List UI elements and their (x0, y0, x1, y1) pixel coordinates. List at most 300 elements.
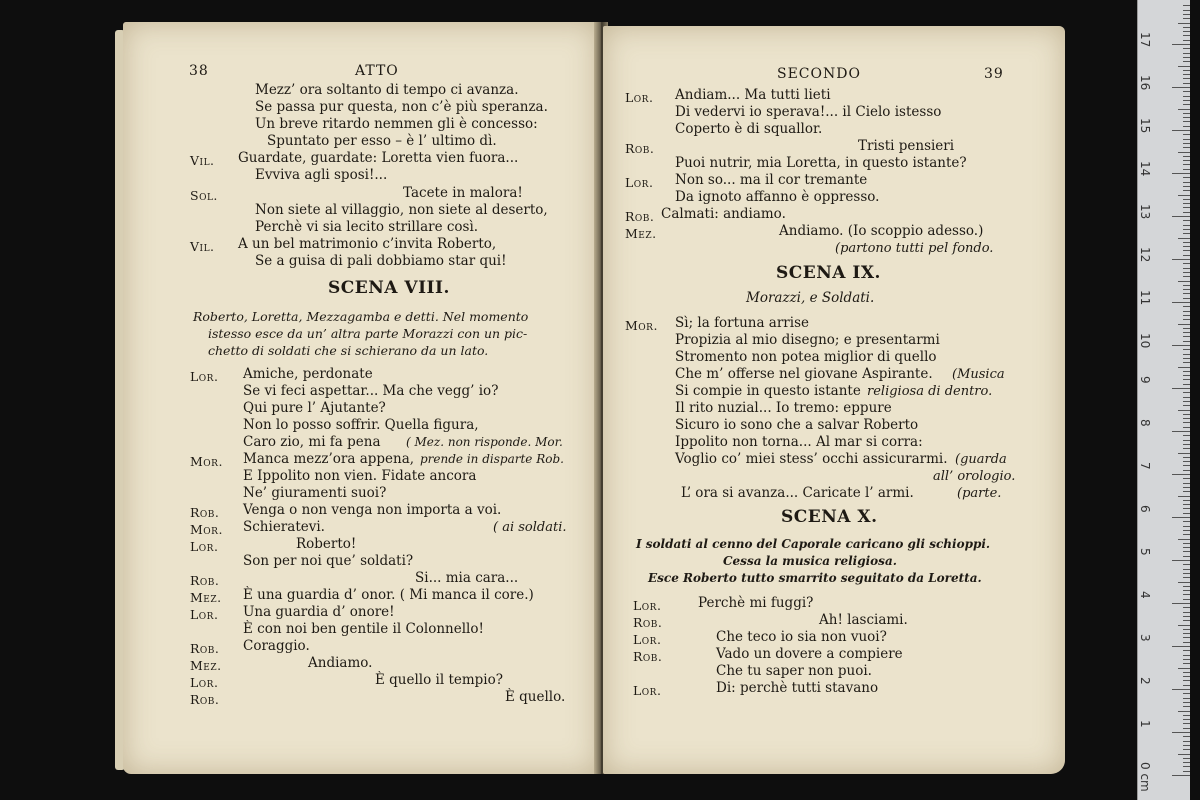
right-page (603, 26, 1065, 774)
ruler-tick (1183, 104, 1190, 105)
ruler-tick (1183, 766, 1190, 767)
ruler-tick (1183, 500, 1190, 501)
ruler-tick (1178, 453, 1190, 454)
ruler-tick (1183, 182, 1190, 183)
ruler-tick (1183, 440, 1190, 441)
scene-persons: Morazzi, e Soldati. (746, 290, 875, 306)
speaker: Rob. (190, 573, 220, 588)
ruler-tick (1183, 569, 1190, 570)
ruler-tick (1183, 164, 1190, 165)
ruler-tick (1178, 367, 1190, 368)
ruler-number: 15 (1138, 118, 1152, 134)
dialogue-line: Roberto! (296, 536, 357, 552)
running-head: ATTO (355, 63, 399, 79)
ruler-tick (1183, 319, 1190, 320)
ruler-tick (1183, 40, 1190, 41)
ruler-tick (1183, 487, 1190, 488)
stage-note: (Musica (952, 367, 1005, 382)
ruler-tick (1183, 229, 1190, 230)
ruler-tick (1172, 775, 1190, 776)
ruler-tick (1183, 263, 1190, 264)
dialogue-line: È con noi ben gentile il Colonnello! (243, 621, 484, 637)
ruler-tick (1172, 388, 1190, 389)
ruler-tick (1172, 646, 1190, 647)
verse-line: Un breve ritardo nemmen gli è concesso: (255, 116, 538, 132)
ruler-tick (1183, 203, 1190, 204)
speaker: Lor. (625, 90, 654, 105)
speaker: Mez. (190, 658, 222, 673)
ruler-tick (1178, 754, 1190, 755)
ruler-tick (1183, 250, 1190, 251)
speaker: Lor. (625, 175, 654, 190)
ruler-number: 16 (1138, 75, 1152, 91)
dialogue-line: Amiche, perdonate (243, 366, 373, 382)
ruler-tick (1183, 728, 1190, 729)
ruler-tick (1183, 607, 1190, 608)
dialogue-line: Coperto è di squallor. (675, 121, 823, 137)
ruler-number: 12 (1138, 247, 1152, 263)
ruler-tick (1183, 741, 1190, 742)
verse-line: Spuntato per esso – è l’ ultimo dì. (267, 133, 497, 149)
page-number: 38 (189, 63, 209, 79)
ruler-number: 10 (1138, 333, 1152, 349)
ruler-tick (1183, 590, 1190, 591)
ruler-tick (1183, 272, 1190, 273)
ruler-tick (1183, 564, 1190, 565)
dialogue-line: Manca mezz’ora appena, (243, 451, 415, 467)
ruler-tick (1172, 216, 1190, 217)
ruler-number: 14 (1138, 161, 1152, 177)
stage-note: ( ai soldati. (493, 520, 567, 535)
dialogue-line: Si... mia cara... (415, 570, 519, 586)
ruler-tick (1183, 371, 1190, 372)
dialogue-line: Calmati: andiamo. (661, 206, 786, 222)
speaker: Rob. (633, 649, 663, 664)
dialogue-line: Coraggio. (243, 638, 310, 654)
ruler-tick (1183, 298, 1190, 299)
speaker: Lor. (633, 598, 662, 613)
ruler-tick (1172, 603, 1190, 604)
ruler-tick (1183, 573, 1190, 574)
ruler-tick (1183, 612, 1190, 613)
ruler-number: 1 (1138, 720, 1152, 728)
ruler-tick (1183, 199, 1190, 200)
ruler-tick (1183, 685, 1190, 686)
ruler-tick (1183, 160, 1190, 161)
ruler-tick (1183, 268, 1190, 269)
verse-line: A un bel matrimonio c’invita Roberto, (238, 236, 497, 252)
speaker: Lor. (190, 369, 219, 384)
ruler-tick (1178, 238, 1190, 239)
dialogue-line: Puoi nutrir, mia Loretta, in questo istante? (675, 155, 967, 171)
dialogue-line: Ah! lasciami. (819, 612, 908, 628)
ruler-tick (1172, 345, 1190, 346)
ruler-tick (1183, 461, 1190, 462)
ruler-tick (1183, 306, 1190, 307)
ruler-tick (1183, 629, 1190, 630)
speaker: Rob. (625, 209, 655, 224)
scene-title: SCENA VIII. (328, 278, 450, 298)
ruler-tick (1183, 341, 1190, 342)
dialogue-line: Qui pure l’ Ajutante? (243, 400, 386, 416)
stage-direction: Esce Roberto tutto smarrito seguitato da Loretta. (648, 571, 982, 585)
dialogue-line: E Ippolito non vien. Fidate ancora (243, 468, 477, 484)
ruler-tick (1183, 457, 1190, 458)
ruler-tick (1183, 143, 1190, 144)
ruler-tick (1172, 560, 1190, 561)
speaker: Rob. (633, 615, 663, 630)
dialogue-line: Non lo posso soffrir. Quella figura, (243, 417, 479, 433)
speaker: Mor. (190, 522, 223, 537)
ruler-tick (1183, 57, 1190, 58)
ruler-tick (1183, 392, 1190, 393)
ruler-tick (1183, 117, 1190, 118)
stage-note: all’ orologio. (933, 469, 1016, 484)
dialogue-line: Stromento non potea miglior di quello (675, 349, 937, 365)
ruler-tick (1183, 242, 1190, 243)
dialogue-line: Vado un dovere a compiere (716, 646, 903, 662)
ruler-tick (1172, 431, 1190, 432)
ruler-tick (1183, 405, 1190, 406)
ruler-tick (1183, 74, 1190, 75)
ruler-tick (1183, 659, 1190, 660)
ruler-tick (1172, 517, 1190, 518)
speaker: Lor. (633, 683, 662, 698)
dialogue-line: Che tu saper non puoi. (716, 663, 872, 679)
ruler-tick (1183, 414, 1190, 415)
ruler-tick (1183, 736, 1190, 737)
ruler-tick (1183, 758, 1190, 759)
ruler-tick (1178, 66, 1190, 67)
ruler-tick (1183, 483, 1190, 484)
ruler-tick (1183, 5, 1190, 6)
speaker: Lor. (190, 675, 219, 690)
ruler-tick (1183, 18, 1190, 19)
ruler-tick (1183, 379, 1190, 380)
ruler-tick (1183, 169, 1190, 170)
verse-line: Guardate, guardate: Loretta vien fuora... (238, 150, 519, 166)
ruler-tick (1183, 285, 1190, 286)
ruler-tick (1183, 177, 1190, 178)
ruler-tick (1183, 715, 1190, 716)
ruler-tick (1183, 255, 1190, 256)
ruler-tick (1178, 582, 1190, 583)
ruler-tick (1183, 212, 1190, 213)
dialogue-line: Una guardia d’ onore! (243, 604, 395, 620)
verse-line: Perchè vi sia lecito strillare così. (255, 219, 479, 235)
ruler-tick (1183, 478, 1190, 479)
ruler-unit-label: 0 cm (1138, 762, 1152, 792)
ruler-tick (1178, 539, 1190, 540)
dialogue-line: Ippolito non torna... Al mar si corra: (675, 434, 923, 450)
stage-note: (partono tutti pel fondo. (835, 241, 994, 256)
ruler-tick (1183, 547, 1190, 548)
ruler-tick (1183, 577, 1190, 578)
dialogue-line: Schieratevi. (243, 519, 325, 535)
ruler-tick (1178, 109, 1190, 110)
ruler-tick (1183, 693, 1190, 694)
ruler-tick (1183, 362, 1190, 363)
verse-line: Tacete in malora! (403, 185, 523, 201)
ruler-number: 3 (1138, 634, 1152, 642)
stage-direction: chetto di soldati che si schierano da un lato. (208, 343, 489, 358)
dialogue-line: Andiamo. (308, 655, 373, 671)
ruler-tick (1183, 637, 1190, 638)
speaker: Rob. (190, 692, 220, 707)
ruler-tick (1183, 642, 1190, 643)
dialogue-line: Di vedervi io sperava!... il Cielo istesso (675, 104, 942, 120)
ruler-tick (1183, 134, 1190, 135)
dialogue-line: Si compie in questo istante (675, 383, 861, 399)
ruler-tick (1178, 195, 1190, 196)
ruler-tick (1183, 504, 1190, 505)
speaker: Vil. (190, 239, 215, 254)
dialogue-line: È una guardia d’ onor. ( Mi manca il core.) (243, 587, 534, 603)
dialogue-line: Caro zio, mi fa pena (243, 434, 381, 450)
ruler-tick (1183, 48, 1190, 49)
ruler-tick (1183, 349, 1190, 350)
stage-direction: Roberto, Loretta, Mezzagamba e detti. Nel momento (193, 309, 529, 324)
ruler-tick (1183, 100, 1190, 101)
ruler-tick (1183, 655, 1190, 656)
ruler-tick (1178, 496, 1190, 497)
ruler-number: 11 (1138, 290, 1152, 306)
ruler-tick (1183, 723, 1190, 724)
dialogue-line: Sì; la fortuna arrise (675, 315, 809, 331)
ruler-tick (1183, 526, 1190, 527)
ruler-tick (1183, 762, 1190, 763)
ruler-tick (1183, 233, 1190, 234)
scene-title: SCENA X. (781, 507, 878, 527)
ruler-tick (1172, 302, 1190, 303)
dialogue-line: È quello. (505, 689, 566, 705)
ruler-tick (1183, 508, 1190, 509)
ruler-tick (1183, 719, 1190, 720)
ruler-tick (1172, 44, 1190, 45)
ruler-tick (1183, 599, 1190, 600)
ruler-tick (1183, 448, 1190, 449)
ruler-tick (1183, 465, 1190, 466)
stage-note: religiosa di dentro. (867, 384, 993, 399)
ruler-tick (1183, 14, 1190, 15)
ruler-tick (1183, 328, 1190, 329)
scene-title: SCENA IX. (776, 263, 881, 283)
ruler-tick (1183, 121, 1190, 122)
dialogue-line: Che m’ offerse nel giovane Aspirante. (675, 366, 933, 382)
ruler-tick (1183, 676, 1190, 677)
ruler-tick (1183, 663, 1190, 664)
ruler-tick (1183, 276, 1190, 277)
dialogue-line: Propizia al mio disegno; e presentarmi (675, 332, 940, 348)
stage-note: ( Mez. non risponde. Mor. (406, 435, 563, 449)
ruler-tick (1183, 556, 1190, 557)
ruler-tick (1183, 53, 1190, 54)
speaker: Lor. (190, 539, 219, 554)
speaker: Lor. (190, 607, 219, 622)
ruler-tick (1178, 281, 1190, 282)
dialogue-line: Sicuro io sono che a salvar Roberto (675, 417, 919, 433)
ruler-tick (1183, 311, 1190, 312)
speaker: Vil. (190, 153, 215, 168)
ruler-tick (1183, 422, 1190, 423)
ruler-tick (1183, 207, 1190, 208)
ruler-tick (1183, 586, 1190, 587)
ruler-tick (1183, 61, 1190, 62)
dialogue-line: L’ ora si avanza... Caricate l’ armi. (681, 485, 914, 501)
ruler-tick (1183, 31, 1190, 32)
ruler-tick (1183, 156, 1190, 157)
dialogue-line: Che teco io sia non vuoi? (716, 629, 887, 645)
ruler-tick (1183, 620, 1190, 621)
verse-line: Se a guisa di pali dobbiamo star qui! (255, 253, 507, 269)
ruler-number: 8 (1138, 419, 1152, 427)
ruler-tick (1183, 96, 1190, 97)
ruler-tick (1178, 410, 1190, 411)
ruler-tick (1172, 130, 1190, 131)
ruler-tick (1183, 246, 1190, 247)
ruler-tick (1183, 706, 1190, 707)
left-page (123, 22, 598, 774)
ruler-tick (1183, 220, 1190, 221)
ruler-tick (1183, 650, 1190, 651)
dialogue-line: Non so... ma il cor tremante (675, 172, 868, 188)
speaker: Sol. (190, 188, 218, 203)
ruler-tick (1183, 521, 1190, 522)
ruler-tick (1178, 625, 1190, 626)
ruler-tick (1183, 186, 1190, 187)
ruler-tick (1172, 732, 1190, 733)
ruler-tick (1183, 551, 1190, 552)
ruler-tick (1178, 711, 1190, 712)
ruler-tick (1183, 698, 1190, 699)
ruler-tick (1183, 190, 1190, 191)
ruler-number: 9 (1138, 376, 1152, 384)
ruler-tick (1183, 78, 1190, 79)
ruler-tick (1183, 113, 1190, 114)
ruler-tick (1172, 259, 1190, 260)
dialogue-line: Andiam... Ma tutti lieti (675, 87, 831, 103)
ruler-tick (1183, 375, 1190, 376)
stage-note: (parte. (957, 486, 1002, 501)
ruler-tick (1183, 435, 1190, 436)
ruler-tick (1172, 87, 1190, 88)
ruler-tick (1178, 152, 1190, 153)
ruler-tick (1183, 384, 1190, 385)
ruler-tick (1183, 530, 1190, 531)
ruler-number: 7 (1138, 462, 1152, 470)
speaker: Mez. (625, 226, 657, 241)
ruler-tick (1183, 444, 1190, 445)
dialogue-line: Son per noi que’ soldati? (243, 553, 414, 569)
stage-direction: I soldati al cenno del Caporale caricano gli schioppi. (636, 537, 991, 551)
dialogue-line: Da ignoto affanno è oppresso. (675, 189, 880, 205)
dialogue-line: È quello il tempio? (375, 672, 503, 688)
dialogue-line: Perchè mi fuggi? (698, 595, 814, 611)
ruler-tick (1183, 543, 1190, 544)
ruler-number: 6 (1138, 505, 1152, 513)
speaker: Mor. (625, 318, 658, 333)
dialogue-line: Andiamo. (Io scoppio adesso.) (779, 223, 984, 239)
ruler-tick (1183, 397, 1190, 398)
ruler-number: 13 (1138, 204, 1152, 220)
ruler-tick (1183, 332, 1190, 333)
dialogue-line: Di: perchè tutti stavano (716, 680, 879, 696)
stage-note: (guarda (955, 452, 1007, 467)
measuring-ruler (1137, 0, 1190, 800)
ruler-tick (1183, 126, 1190, 127)
ruler-tick (1183, 771, 1190, 772)
ruler-tick (1183, 293, 1190, 294)
ruler-tick (1183, 336, 1190, 337)
verse-line: Se passa pur questa, non c’è più speranza. (255, 99, 548, 115)
ruler-tick (1183, 10, 1190, 11)
ruler-tick (1178, 23, 1190, 24)
ruler-tick (1172, 173, 1190, 174)
ruler-tick (1183, 418, 1190, 419)
ruler-tick (1178, 324, 1190, 325)
speaker: Mor. (190, 454, 223, 469)
dialogue-line: Tristi pensieri (858, 138, 955, 154)
speaker: Mez. (190, 590, 222, 605)
running-head: SECONDO (777, 66, 861, 82)
ruler-tick (1183, 315, 1190, 316)
verse-line: Evviva agli sposi!... (255, 167, 388, 183)
ruler-tick (1183, 749, 1190, 750)
dialogue-line: Se vi feci aspettar... Ma che vegg’ io? (243, 383, 499, 399)
stage-direction: Cessa la musica religiosa. (723, 554, 897, 568)
ruler-tick (1172, 474, 1190, 475)
ruler-tick (1183, 139, 1190, 140)
speaker: Rob. (190, 641, 220, 656)
dialogue-line: Venga o non venga non importa a voi. (243, 502, 502, 518)
ruler-tick (1183, 83, 1190, 84)
speaker: Rob. (190, 505, 220, 520)
ruler-tick (1183, 702, 1190, 703)
ruler-number: 17 (1138, 32, 1152, 48)
ruler-tick (1183, 633, 1190, 634)
ruler-tick (1183, 147, 1190, 148)
ruler-number: 4 (1138, 591, 1152, 599)
ruler-tick (1183, 289, 1190, 290)
dialogue-line: Ne’ giuramenti suoi? (243, 485, 387, 501)
ruler-tick (1183, 70, 1190, 71)
ruler-tick (1183, 354, 1190, 355)
ruler-tick (1183, 427, 1190, 428)
ruler-tick (1183, 27, 1190, 28)
speaker: Lor. (633, 632, 662, 647)
ruler-tick (1183, 672, 1190, 673)
ruler-tick (1183, 35, 1190, 36)
page-number: 39 (984, 66, 1004, 82)
dialogue-line: Il rito nuzial... Io tremo: eppure (675, 400, 892, 416)
ruler-number: 5 (1138, 548, 1152, 556)
ruler-tick (1183, 616, 1190, 617)
ruler-tick (1183, 358, 1190, 359)
verse-line: Mezz’ ora soltanto di tempo ci avanza. (255, 82, 519, 98)
stage-direction: istesso esce da un’ altra parte Morazzi con un pic- (208, 326, 528, 341)
ruler-tick (1183, 401, 1190, 402)
ruler-tick (1183, 491, 1190, 492)
ruler-tick (1172, 689, 1190, 690)
ruler-tick (1183, 513, 1190, 514)
ruler-tick (1183, 91, 1190, 92)
ruler-number: 2 (1138, 677, 1152, 685)
ruler-tick (1183, 470, 1190, 471)
dialogue-line: Voglio co’ miei stess’ occhi assicurarmi. (675, 451, 948, 467)
verse-line: Non siete al villaggio, non siete al deserto, (255, 202, 548, 218)
ruler-tick (1183, 680, 1190, 681)
ruler-tick (1183, 594, 1190, 595)
